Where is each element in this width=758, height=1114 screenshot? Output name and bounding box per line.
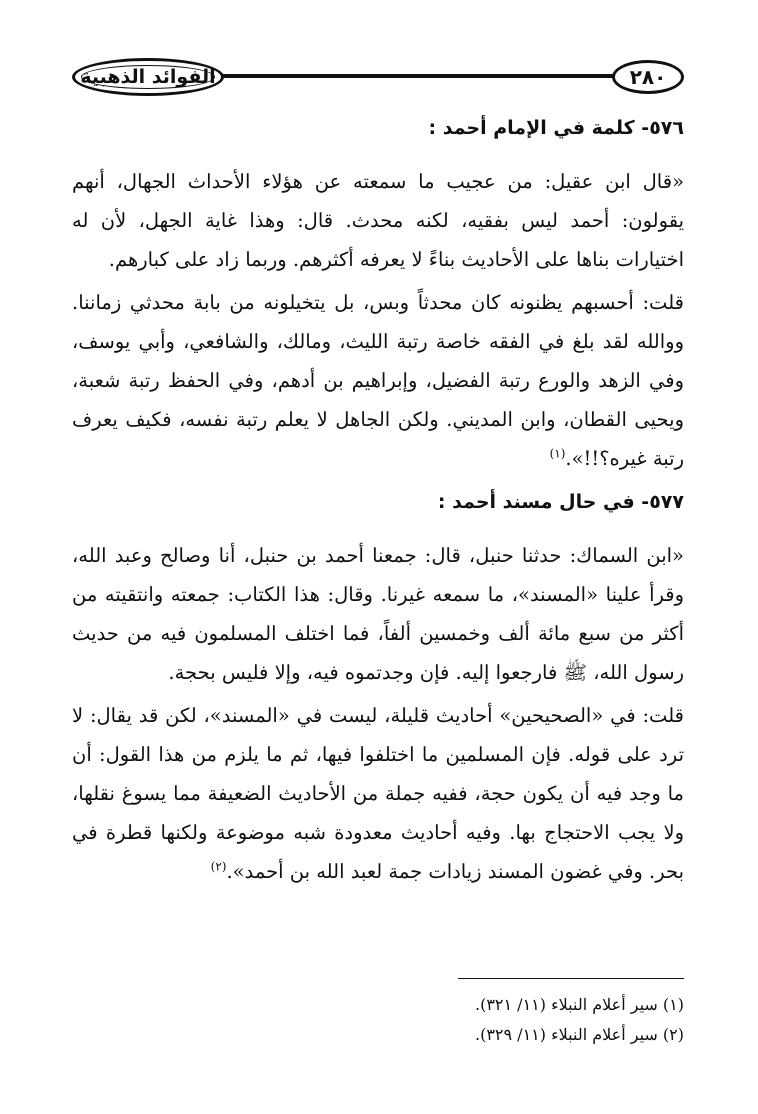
footnote-divider: [458, 978, 684, 979]
footnotes: [72, 990, 684, 1050]
paragraph-ibn-aqil-quote: «قال ابن عقيل: من عجيب ما سمعته عن هؤلاء الأحداث الجهال، أنهم يقولون: أحمد ليس بفقيه، لكنه محدث. قال: وهذا غاية الجهل، لأن له اختيارات بناها على الأحاديث بناءً لا يعرفه أكثرهم. وربما زاد على كبارهم.: [72, 170, 684, 271]
footnote-2: (٢) سير أعلام النبلاء (١١/ ٣٢٩).: [474, 1025, 684, 1044]
book-title: الفوائد الذهبية: [80, 65, 216, 88]
page-number-badge: [612, 60, 684, 94]
page-content: [72, 114, 684, 891]
page-header: [72, 52, 684, 102]
paragraph-author-comment-2: قلت: في «الصحيحين» أحاديث قليلة، ليست في «المسند»، لكن قد يقال: لا ترد على قوله. فإن المسلمين ما اختلفوا فيها، ثم ما يلزم من هذا القول: أن ما وجد فيه أن يكون حجة، ففيه جملة من الأحاديث الضعيفة مما يسوغ نقلها، ولا يجب الاحتجاج بها. وفيه أحاديث معدودة شبه موضوعة ولكنها قطرة في بحر. وفي غضون المسند زيادات جمة لعبد الله بن أحمد».$^{(٢)}$: [72, 704, 684, 883]
paragraph-author-comment-1: قلت: أحسبهم يظنونه كان محدثاً وبس، بل يتخيلونه من بابة محدثي زماننا. ووالله لقد بلغ في الفقه خاصة رتبة الليث، ومالك، والشافعي، وأبي يوسف، وفي الزهد والورع رتبة الفضيل، وإبراهيم بن أدهم، وفي الحفظ رتبة شعبة، ويحيى القطان، وابن المديني. ولكن الجاهل لا يعلم رتبة نفسه، فكيف يعرف رتبة غيره؟!!».$^{(١)}$: [72, 291, 684, 470]
section-heading-576: ٥٧٦- كلمة في الإمام أحمد :: [428, 117, 684, 139]
book-title-badge: [72, 58, 224, 96]
page-number: ٢٨٠: [629, 65, 667, 89]
footnote-ref-2[interactable]: (٢): [210, 859, 227, 874]
paragraph-ibn-al-sammak-quote: «ابن السماك: حدثنا حنبل، قال: جمعنا أحمد بن حنبل، أنا وصالح وعبد الله، وقرأ علينا «المسند»، ما سمعه غيرنا. وقال: هذا الكتاب: جمعته وانتقيته من أكثر من سبع مائة ألف وخمسين ألفاً، فما اختلف المسلمون فيه من حديث رسول الله، ﷺ فارجعوا إليه. فإن وجدتموه فيه، وإلا فليس بحجة.: [72, 544, 684, 684]
section-heading-577: ٥٧٧- في حال مسند أحمد :: [437, 491, 684, 513]
footnote-ref-1[interactable]: (١): [549, 446, 566, 461]
footnote-1: (١) سير أعلام النبلاء (١١/ ٣٢١).: [474, 995, 684, 1014]
header-rule: [222, 74, 614, 78]
